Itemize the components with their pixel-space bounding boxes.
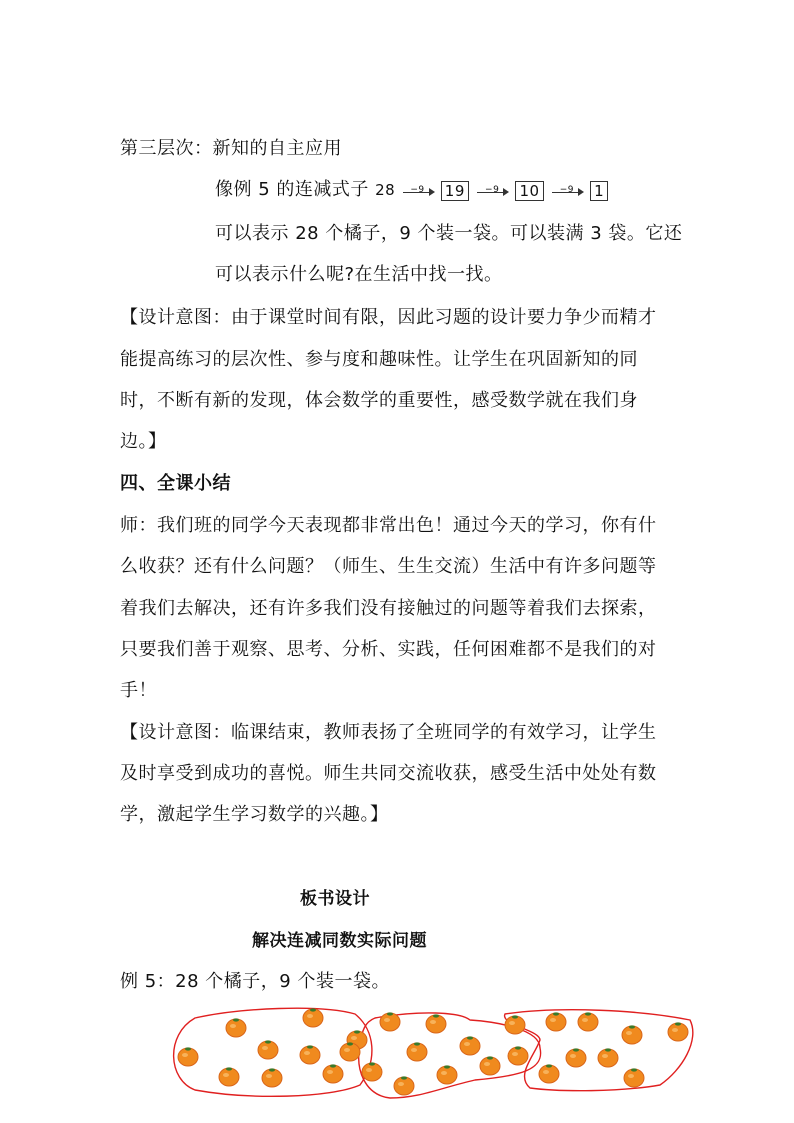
board-subtitle: 解决连减同数实际问题 bbox=[252, 931, 427, 951]
section4-line: 只要我们善于观察、思考、分析、实践，任何困难都不是我们的对 bbox=[120, 639, 657, 660]
orange-icon bbox=[566, 1048, 586, 1067]
orange-icon bbox=[380, 1012, 400, 1031]
orange-icon bbox=[505, 1015, 525, 1034]
example-prefix: 像例 5 的连减式子 bbox=[215, 179, 369, 200]
arrow-icon: −9 bbox=[550, 182, 584, 200]
design-intent-1-line: 【设计意图：由于课堂时间有限，因此习题的设计要力争少而精才 bbox=[120, 307, 657, 328]
section4-line: 么收获？还有什么问题？（师生、生生交流）生活中有许多问题等 bbox=[120, 556, 657, 577]
design-intent-2-line: 【设计意图：临课结束，教师表扬了全班同学的有效学习，让学生 bbox=[120, 722, 657, 743]
orange-icon bbox=[362, 1062, 382, 1081]
sequence-value-box: 19 bbox=[441, 181, 469, 201]
arrow-icon: −9 bbox=[401, 182, 435, 200]
arrow-icon: −9 bbox=[475, 182, 509, 200]
orange-icon bbox=[437, 1065, 457, 1084]
design-intent-2-line: 学，激起学生学习数学的兴趣。】 bbox=[120, 804, 389, 825]
board-example: 例 5：28 个橘子，9 个装一袋。 bbox=[120, 971, 390, 992]
group-circle bbox=[505, 1010, 693, 1091]
orange-icon bbox=[407, 1042, 427, 1061]
sequence-value-box: 10 bbox=[515, 181, 543, 201]
orange-icon bbox=[598, 1048, 618, 1067]
orange-icon bbox=[262, 1068, 282, 1087]
orange-icon bbox=[303, 1008, 323, 1027]
orange-icon bbox=[178, 1047, 198, 1066]
sequence-value-box: 1 bbox=[590, 181, 608, 201]
orange-icon bbox=[219, 1067, 239, 1086]
orange-icon bbox=[539, 1064, 559, 1083]
section4-line: 着我们去解决，还有许多我们没有接触过的问题等着我们去探索， bbox=[120, 598, 657, 619]
orange-icon bbox=[508, 1046, 528, 1065]
design-intent-1-line: 时，不断有新的发现，体会数学的重要性，感受数学就在我们身 bbox=[120, 390, 638, 411]
design-intent-1-line: 边。】 bbox=[120, 431, 167, 452]
design-intent-2-line: 及时享受到成功的喜悦。师生共同交流收获，感受生活中处处有数 bbox=[120, 763, 657, 784]
orange-icon bbox=[578, 1012, 598, 1031]
level3-line3: 可以表示什么呢?在生活中找一找。 bbox=[215, 264, 503, 285]
level3-heading: 第三层次：新知的自主应用 bbox=[120, 138, 342, 159]
orange-icon bbox=[300, 1045, 320, 1064]
orange-icon bbox=[480, 1056, 500, 1075]
section4-line: 师：我们班的同学今天表现都非常出色！通过今天的学习，你有什 bbox=[120, 515, 657, 536]
orange-icon bbox=[226, 1018, 246, 1037]
orange-icon bbox=[668, 1022, 688, 1041]
section4-title: 四、全课小结 bbox=[120, 473, 231, 494]
orange-icon bbox=[426, 1014, 446, 1033]
orange-icon bbox=[340, 1042, 360, 1061]
orange-icon bbox=[546, 1012, 566, 1031]
orange-icon bbox=[323, 1064, 343, 1083]
design-intent-1-line: 能提高练习的层次性、参与度和趣味性。让学生在巩固新知的同 bbox=[120, 349, 638, 370]
orange-icon bbox=[258, 1040, 278, 1059]
sequence-start: 28 bbox=[375, 181, 396, 199]
orange-icon bbox=[624, 1068, 644, 1087]
orange-icon bbox=[622, 1025, 642, 1044]
level3-line2: 可以表示 28 个橘子，9 个装一袋。可以装满 3 袋。它还 bbox=[215, 223, 683, 244]
section4-line: 手！ bbox=[120, 680, 157, 701]
orange-icon bbox=[460, 1036, 480, 1055]
orange-icon bbox=[394, 1076, 414, 1095]
board-title: 板书设计 bbox=[300, 889, 370, 909]
